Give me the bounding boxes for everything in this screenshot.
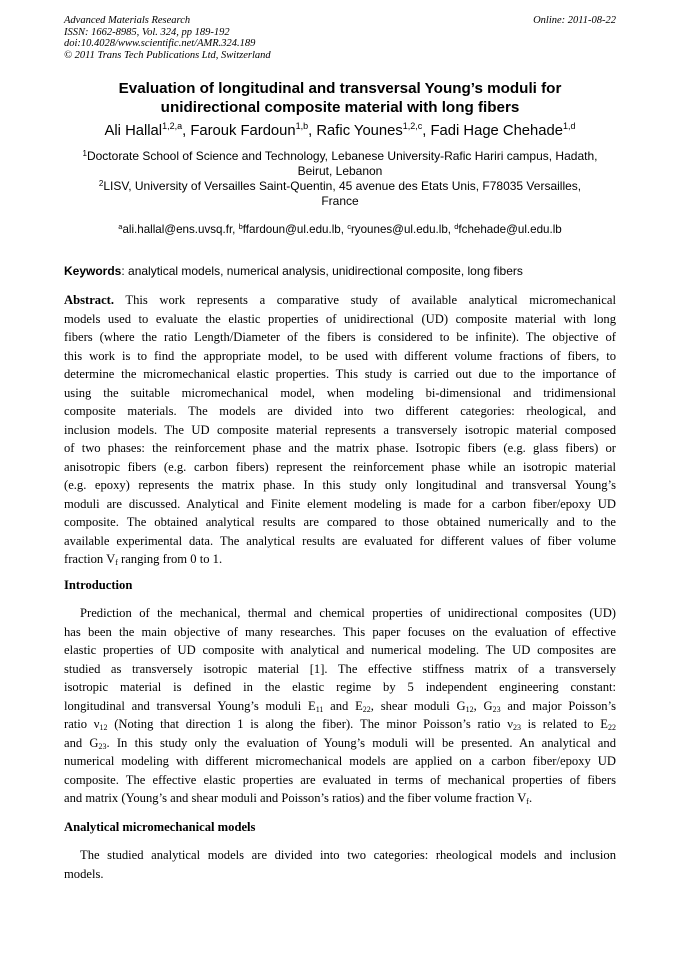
keywords-label: Keywords bbox=[64, 264, 122, 278]
subscript: 12 bbox=[99, 723, 108, 732]
email-address[interactable]: fchehade@ul.edu.lb bbox=[458, 223, 562, 236]
email-sep: , bbox=[340, 223, 348, 236]
author-list bbox=[64, 122, 616, 140]
affiliation-1 bbox=[64, 149, 616, 178]
intro-text: and E bbox=[323, 698, 363, 713]
affiliation-sup: 2 bbox=[98, 179, 104, 188]
author-sup: 1,2,c bbox=[402, 121, 423, 131]
abstract-line: (e.g. epoxy) represents the matrix phase. In this study only longitudinal and transversal Young’s bbox=[64, 478, 616, 492]
email-sup: b bbox=[238, 222, 243, 231]
journal-name: Advanced Materials Research bbox=[64, 15, 191, 26]
abstract-line: this work is to find the appropriate model, to be used with different volume fractions of fibers, to bbox=[64, 348, 616, 363]
abstract-line: using the suitable micromechanical model, when modeling bi-dimensional and tridimensional bbox=[64, 385, 616, 400]
affiliation-line: France bbox=[321, 193, 359, 208]
affiliation-text: LISV, University of Versailles Saint-Quentin, 45 avenue des Etats Unis, F78035 Versailles, bbox=[103, 179, 582, 193]
subscript: 22 bbox=[362, 704, 371, 714]
subscript: f bbox=[526, 797, 529, 806]
abstract-line: inclusion models. The UD composite material represents a transversely isotropic material composed bbox=[64, 422, 616, 437]
intro-line: composite. The effective elastic properties are evaluated in terms of mechanical properties of fibers bbox=[64, 772, 616, 787]
email-sup: c bbox=[347, 222, 351, 231]
email-sep: , bbox=[232, 223, 239, 236]
affiliation-line: Beirut, Lebanon bbox=[297, 163, 383, 178]
author bbox=[316, 123, 430, 139]
author bbox=[190, 123, 316, 139]
email[interactable] bbox=[454, 223, 561, 236]
abstract-line: of two phases: the reinforcement phase and the matrix phase. Isotropic fibers (e.g. glass fibers) or bbox=[64, 441, 616, 455]
email[interactable] bbox=[239, 223, 341, 236]
author-sep: , bbox=[308, 123, 317, 139]
affiliation-line bbox=[64, 179, 616, 194]
abstract-line: determine the micromechanical elastic properties. This study is carried out due to the importance of bbox=[64, 367, 616, 381]
abstract-line: composite. The obtained analytical results are compared to those obtained numerically and to the bbox=[64, 515, 616, 529]
abstract-line: anisotropic fibers (e.g. carbon fibers) represent the reinforcement phase while an isotropic material bbox=[64, 459, 616, 474]
intro-line: has been the main objective of many researches. This paper focuses on the evaluation of effective bbox=[64, 624, 616, 639]
subscript: f bbox=[115, 558, 118, 567]
title-line-1: Evaluation of longitudinal and transversal Young’s moduli for bbox=[118, 80, 562, 97]
email[interactable] bbox=[118, 223, 232, 236]
intro-line: numerical modeling with different micromechanical models are applied on a carbon fiber/epoxy UD bbox=[64, 754, 616, 768]
author-name: Fadi Hage Chehade bbox=[430, 123, 563, 139]
abstract-text: ranging from 0 to 1. bbox=[117, 552, 223, 566]
copyright-line: © 2011 Trans Tech Publications Ltd, Switzerland bbox=[64, 49, 271, 61]
email-address[interactable]: ffardoun@ul.edu.lb bbox=[242, 223, 341, 236]
models-line: models. bbox=[64, 866, 104, 881]
intro-line bbox=[64, 715, 616, 734]
abstract-line: available experimental data. The analytical results are evaluated for different values of fiber volume bbox=[64, 533, 616, 548]
paper-title bbox=[64, 80, 616, 117]
abstract-line bbox=[64, 291, 616, 310]
journal-header bbox=[64, 15, 616, 61]
intro-text: and major Poisson’s bbox=[500, 698, 616, 713]
author bbox=[431, 123, 576, 139]
affiliation-2 bbox=[64, 179, 616, 208]
intro-line bbox=[64, 734, 616, 753]
intro-text: . In this study only the evaluation of Young’s moduli will be presented. An analytical and bbox=[106, 735, 616, 750]
subscript: 22 bbox=[608, 723, 616, 732]
author-name: Rafic Younes bbox=[316, 123, 403, 139]
online-date: Online: 2011-08-22 bbox=[533, 15, 616, 26]
subscript: 23 bbox=[492, 704, 501, 714]
intro-text: is related to E bbox=[520, 717, 608, 731]
intro-text: and G bbox=[64, 735, 99, 750]
author-sep: , bbox=[422, 123, 431, 139]
subscript: 11 bbox=[315, 704, 324, 714]
email-sep: , bbox=[447, 223, 455, 236]
email-address[interactable]: ali.hallal@ens.uvsq.fr bbox=[122, 223, 233, 236]
intro-text: (Noting that direction 1 is along the fiber). The minor Poisson’s ratio ν bbox=[107, 717, 513, 731]
intro-line bbox=[64, 789, 616, 808]
title-line-2: unidirectional composite material with long fibers bbox=[160, 98, 520, 116]
author-sup: 1,b bbox=[295, 121, 309, 131]
abstract bbox=[64, 291, 616, 569]
introduction-paragraph bbox=[64, 604, 616, 808]
intro-text: , G bbox=[473, 698, 493, 713]
intro-text: , shear moduli G bbox=[370, 698, 466, 713]
intro-text: . bbox=[528, 791, 533, 805]
affiliation-sup: 1 bbox=[82, 149, 87, 158]
keywords-text: : analytical models, numerical analysis, unidirectional composite, long fibers bbox=[121, 264, 523, 278]
intro-line: studied as transversely isotropic material [1]. The effective stiffness matrix of a transversely bbox=[64, 661, 616, 676]
subscript: 12 bbox=[465, 704, 474, 714]
keywords bbox=[64, 264, 616, 278]
email[interactable] bbox=[347, 223, 448, 236]
email-list bbox=[64, 223, 616, 237]
intro-line: isotropic material is defined in the elastic regime by 5 independent engineering constant: bbox=[64, 680, 616, 694]
affiliation-line bbox=[64, 149, 616, 164]
email-address[interactable]: ryounes@ul.edu.lb bbox=[350, 223, 448, 236]
intro-line bbox=[64, 697, 616, 716]
author bbox=[105, 123, 191, 139]
section-heading-analytical-models: Analytical micromechanical models bbox=[64, 820, 256, 834]
abstract-label: Abstract. bbox=[64, 293, 115, 307]
abstract-text: fraction V bbox=[64, 552, 116, 566]
author-sup: 1,d bbox=[562, 121, 576, 131]
section-heading-introduction: Introduction bbox=[64, 578, 133, 592]
email-sup: a bbox=[118, 222, 123, 231]
email-sup: d bbox=[454, 222, 459, 231]
abstract-text: This work represents a comparative study of available analytical micromechanical bbox=[114, 293, 616, 307]
intro-line: Prediction of the mechanical, thermal and chemical properties of unidirectional composites (UD) bbox=[80, 606, 616, 620]
intro-text: longitudinal and transversal Young’s moduli E bbox=[64, 698, 316, 713]
abstract-line: fibers (where the ratio Length/Diameter of the fibers is considered to be infinite). The objective of bbox=[64, 330, 616, 344]
abstract-line: composite materials. The models are divided into two different categories: rheological, and bbox=[64, 404, 616, 418]
author-name: Farouk Fardoun bbox=[190, 123, 296, 139]
models-line: The studied analytical models are divided into two categories: rheological models and inclusion bbox=[80, 848, 616, 862]
author-name: Ali Hallal bbox=[104, 123, 163, 139]
intro-text: ratio ν bbox=[64, 717, 100, 731]
author-sep: , bbox=[182, 123, 191, 139]
subscript: 23 bbox=[512, 723, 521, 732]
abstract-line: models used to evaluate the elastic properties of unidirectional (UD) composite material with long bbox=[64, 311, 616, 326]
doi-line: doi:10.4028/www.scientific.net/AMR.324.189 bbox=[64, 38, 256, 50]
author-sup: 1,2,a bbox=[162, 121, 183, 131]
intro-line: elastic properties of UD composite with analytical and numerical modeling. The UD composites are bbox=[64, 643, 616, 657]
subscript: 23 bbox=[98, 741, 107, 751]
abstract-line: moduli are discussed. Analytical and Finite element modeling is made for a carbon fiber/epoxy UD bbox=[64, 496, 616, 511]
intro-text: and matrix (Young’s and shear moduli and Poisson’s ratios) and the fiber volume fraction V bbox=[64, 791, 527, 805]
abstract-line bbox=[64, 550, 616, 569]
analytical-models-paragraph bbox=[64, 846, 616, 883]
issn-line: ISSN: 1662-8985, Vol. 324, pp 189-192 bbox=[64, 26, 230, 38]
affiliation-text: Doctorate School of Science and Technology, Lebanese University-Rafic Hariri campus, Hadath, bbox=[86, 149, 598, 163]
